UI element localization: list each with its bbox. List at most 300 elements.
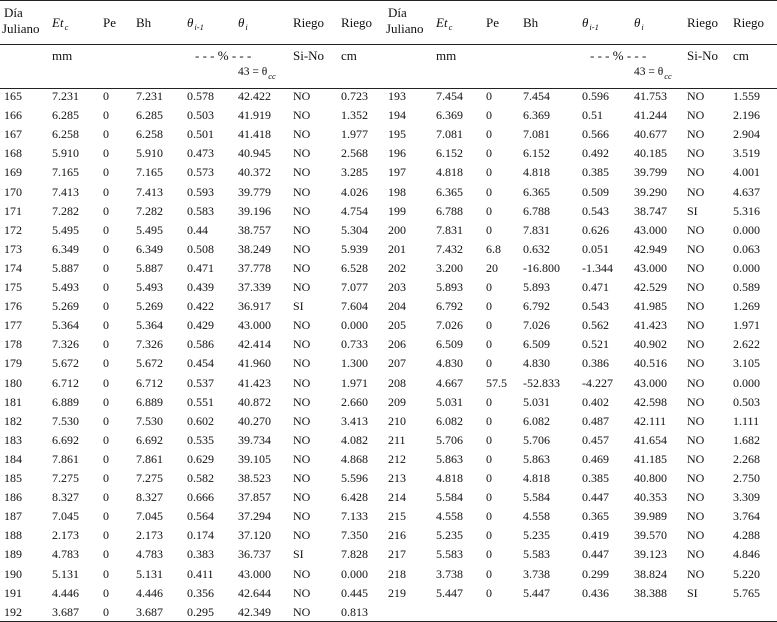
right-row-5-etc: 4.818 [436,165,463,180]
right-row-11-bh: 5.893 [523,280,550,294]
left-row-19-etc: 6.692 [52,432,79,447]
right-row-12-theta: 41.985 [634,299,667,314]
left-row-11-theta: 37.339 [238,280,271,294]
left-row-13-riego-yn: NO [293,318,311,333]
right-row-22-pe: 0 [486,490,492,505]
left-row-25-riego-cm: 7.828 [341,547,368,562]
left-row-1-pe: 0 [103,89,109,103]
right-row-12-pe: 0 [486,299,492,314]
right-row-10-riego-cm: 0.000 [733,260,760,275]
right-row-12-theta-prev: 0.543 [582,299,609,314]
right-row-8-theta: 43.000 [634,222,667,237]
right-row-2-dia: 194 [388,108,406,123]
left-row-22-riego-cm: 6.428 [341,490,368,505]
right-row-14-dia: 206 [388,337,406,352]
right-row-21-etc: 4.818 [436,471,463,485]
right-row-17-riego-cm: 0.503 [733,394,760,409]
left-row-17-pe: 0 [103,394,109,409]
left-row-7-riego-yn: NO [293,203,311,218]
right-row-14-riego-cm: 2.622 [733,337,760,352]
left-row-23-dia: 187 [4,509,22,524]
right-row-19-etc: 5.706 [436,432,463,447]
right-row-27-pe: 0 [486,585,492,600]
left-row-16-pe: 0 [103,375,109,390]
right-row-7-bh: 6.788 [523,203,550,218]
left-row-9-riego-cm: 5.939 [341,241,368,256]
left-row-8-theta: 38.757 [238,222,271,237]
left-row-14-etc: 7.326 [52,337,79,352]
left-row-28-theta: 42.349 [238,604,271,619]
left-header-theta-prev [187,15,204,32]
right-row-2-bh: 6.369 [523,108,550,123]
right-row-18-dia: 210 [388,413,406,428]
left-row-21-bh: 7.275 [136,471,163,485]
left-row-3-pe: 0 [103,127,109,142]
left-row-10-pe: 0 [103,260,109,275]
left-row-3-etc: 6.258 [52,127,79,142]
right-row-3-bh: 7.081 [523,127,550,142]
right-row-15-riego-cm: 3.105 [733,356,760,371]
left-row-28-dia: 192 [4,604,22,619]
right-row-2-etc: 6.369 [436,108,463,123]
right-unit-percent: - - - % - - - [590,48,647,63]
right-row-25-riego-cm: 4.846 [733,547,760,562]
left-row-15-dia: 179 [4,356,22,371]
right-row-4-riego-yn: NO [687,146,705,161]
left-row-5-dia: 169 [4,165,22,180]
left-row-24-dia: 188 [4,528,22,543]
left-row-17-theta: 40.872 [238,394,271,409]
right-row-27-theta: 38.388 [634,585,667,600]
left-row-21-theta-prev: 0.582 [187,471,214,485]
right-row-15-riego-yn: NO [687,356,705,371]
right-row-9-dia: 201 [388,241,406,256]
left-row-3-riego-cm: 1.977 [341,127,368,142]
right-unit-cm: cm [733,48,749,63]
left-row-22-bh: 8.327 [136,490,163,505]
right-row-11-theta-prev: 0.471 [582,280,609,294]
left-row-21-etc: 7.275 [52,471,79,485]
right-row-26-etc: 3.738 [436,566,463,581]
right-row-14-etc: 6.509 [436,337,463,352]
left-row-4-pe: 0 [103,146,109,161]
right-row-7-theta-prev: 0.543 [582,203,609,218]
right-row-8-riego-cm: 0.000 [733,222,760,237]
right-row-3-riego-yn: NO [687,127,705,142]
right-row-10-theta: 43.000 [634,260,667,275]
left-row-26-riego-yn: NO [293,566,311,581]
right-header-bh: Bh [523,15,539,30]
left-row-9-riego-yn: NO [293,241,311,256]
right-row-20-riego-cm: 2.268 [733,451,760,466]
right-row-1-etc: 7.454 [436,89,463,103]
right-row-23-etc: 4.558 [436,509,463,524]
right-row-24-theta: 39.570 [634,528,667,543]
left-row-1-riego-yn: NO [293,89,311,103]
right-row-2-theta: 41.244 [634,108,667,123]
left-row-16-dia: 180 [4,375,22,390]
left-row-17-theta-prev: 0.551 [187,394,214,409]
left-row-8-theta-prev: 0.44 [187,222,208,237]
right-row-26-theta: 38.824 [634,566,667,581]
left-row-23-theta: 37.294 [238,509,271,524]
right-header-etc [436,15,452,32]
left-row-6-pe: 0 [103,184,109,199]
left-row-28-theta-prev: 0.295 [187,604,214,619]
right-row-3-pe: 0 [486,127,492,142]
left-row-27-theta: 42.644 [238,585,271,600]
left-header-pe: Pe [103,15,116,30]
left-row-5-riego-yn: NO [293,165,311,180]
left-row-27-bh: 4.446 [136,585,163,600]
right-row-1-theta-prev: 0.596 [582,89,609,103]
right-row-25-pe: 0 [486,547,492,562]
right-row-9-riego-cm: 0.063 [733,241,760,256]
left-row-13-theta-prev: 0.429 [187,318,214,333]
left-row-4-bh: 5.910 [136,146,163,161]
left-row-13-pe: 0 [103,318,109,333]
right-row-26-dia: 218 [388,566,406,581]
left-row-18-riego-cm: 3.413 [341,413,368,428]
left-row-19-theta: 39.734 [238,432,271,447]
right-row-20-etc: 5.863 [436,451,463,466]
left-row-3-bh: 6.258 [136,127,163,142]
left-unit-theta-cc [238,64,276,80]
right-row-8-theta-prev: 0.626 [582,222,609,237]
left-row-11-bh: 5.493 [136,280,163,294]
right-row-18-theta-prev: 0.487 [582,413,609,428]
left-row-16-bh: 6.712 [136,375,163,390]
left-row-25-etc: 4.783 [52,547,79,562]
left-row-16-riego-cm: 1.971 [341,375,368,390]
right-unit-etc: mm [436,48,457,63]
right-row-16-theta: 43.000 [634,375,667,390]
right-row-11-riego-cm: 0.589 [733,280,760,294]
right-row-5-theta-prev: 0.385 [582,165,609,180]
left-row-26-theta-prev: 0.411 [187,566,214,581]
left-row-3-dia: 167 [4,127,22,142]
right-header-theta [634,15,644,32]
left-row-8-riego-yn: NO [293,222,311,237]
left-unit-percent: - - - % - - - [195,48,252,63]
right-row-16-dia: 208 [388,375,406,390]
left-row-25-bh: 4.783 [136,547,163,562]
left-row-6-riego-cm: 4.026 [341,184,368,199]
left-row-12-riego-cm: 7.604 [341,299,368,314]
left-row-27-etc: 4.446 [52,585,79,600]
right-row-2-riego-cm: 2.196 [733,108,760,123]
left-row-1-riego-cm: 0.723 [341,89,368,103]
right-row-13-theta: 41.423 [634,318,667,333]
left-row-1-etc: 7.231 [52,89,79,103]
right-row-6-pe: 0 [486,184,492,199]
left-row-24-bh: 2.173 [136,528,163,543]
left-row-1-dia: 165 [4,89,22,103]
left-row-15-riego-cm: 1.300 [341,356,368,371]
right-row-13-riego-yn: NO [687,318,705,333]
right-row-6-riego-yn: NO [687,184,705,199]
right-row-27-theta-prev: 0.436 [582,585,609,600]
right-row-15-bh: 4.830 [523,356,550,371]
left-row-13-bh: 5.364 [136,318,163,333]
left-row-19-bh: 6.692 [136,432,163,447]
right-row-24-bh: 5.235 [523,528,550,543]
left-row-12-theta: 36.917 [238,299,271,314]
right-row-12-riego-cm: 1.269 [733,299,760,314]
right-row-10-pe: 20 [486,260,498,275]
right-row-22-dia: 214 [388,490,406,505]
right-row-12-dia: 204 [388,299,406,314]
left-row-7-theta-prev: 0.583 [187,203,214,218]
left-row-13-etc: 5.364 [52,318,79,333]
left-header-juliano: Juliano [2,21,40,36]
table-top-rule [0,0,777,1]
right-row-15-theta-prev: 0.386 [582,356,609,371]
right-header-theta-subscript: i [641,22,644,32]
left-row-25-theta: 36.737 [238,547,271,562]
right-row-16-pe: 57.5 [486,375,507,390]
right-row-17-theta: 42.598 [634,394,667,409]
right-row-15-dia: 207 [388,356,406,371]
left-row-18-etc: 7.530 [52,413,79,428]
left-row-8-etc: 5.495 [52,222,79,237]
left-row-7-etc: 7.282 [52,203,79,218]
right-row-3-theta: 40.677 [634,127,667,142]
left-row-20-theta-prev: 0.629 [187,451,214,466]
left-row-20-dia: 184 [4,451,22,466]
left-row-11-riego-cm: 7.077 [341,280,368,294]
right-row-7-dia: 199 [388,203,406,218]
right-row-13-pe: 0 [486,318,492,333]
left-row-26-riego-cm: 0.000 [341,566,368,581]
right-row-3-dia: 195 [388,127,406,142]
left-header-etc-subscript: c [64,22,69,32]
left-row-18-riego-yn: NO [293,413,311,428]
left-header-riego-cm: Riego [341,15,373,30]
left-row-15-bh: 5.672 [136,356,163,371]
right-row-5-theta: 39.799 [634,165,667,180]
left-row-13-riego-cm: 0.000 [341,318,368,333]
left-row-22-dia: 186 [4,490,22,505]
left-row-26-etc: 5.131 [52,566,79,581]
right-row-15-theta: 40.516 [634,356,667,371]
left-row-23-etc: 7.045 [52,509,79,524]
right-row-17-dia: 209 [388,394,406,409]
left-row-7-riego-cm: 4.754 [341,203,368,218]
left-row-26-bh: 5.131 [136,566,163,581]
left-row-20-theta: 39.105 [238,451,271,466]
left-row-20-bh: 7.861 [136,451,163,466]
right-row-27-bh: 5.447 [523,585,550,600]
right-row-19-bh: 5.706 [523,432,550,447]
right-row-18-etc: 6.082 [436,413,463,428]
left-row-24-etc: 2.173 [52,528,79,543]
left-row-2-riego-cm: 1.352 [341,108,368,123]
left-header-theta-prev-symbol: θ [187,15,194,30]
left-row-2-dia: 166 [4,108,22,123]
left-row-17-bh: 6.889 [136,394,163,409]
right-row-4-theta-prev: 0.492 [582,146,609,161]
right-row-19-riego-yn: NO [687,432,705,447]
right-row-20-riego-yn: NO [687,451,705,466]
right-row-10-etc: 3.200 [436,260,463,275]
right-row-21-pe: 0 [486,471,492,485]
right-row-25-etc: 5.583 [436,547,463,562]
left-row-13-dia: 177 [4,318,22,333]
right-row-18-riego-yn: NO [687,413,705,428]
right-row-14-riego-yn: NO [687,337,705,352]
right-row-8-etc: 7.831 [436,222,463,237]
right-row-9-riego-yn: NO [687,241,705,256]
left-row-15-theta-prev: 0.454 [187,356,214,371]
right-row-23-pe: 0 [486,509,492,524]
left-row-21-dia: 185 [4,471,22,485]
left-header-bh: Bh [136,15,152,30]
right-row-3-theta-prev: 0.566 [582,127,609,142]
left-row-16-theta: 41.423 [238,375,271,390]
left-row-17-etc: 6.889 [52,394,79,409]
left-row-12-etc: 5.269 [52,299,79,314]
left-row-26-pe: 0 [103,566,109,581]
right-row-9-bh: 0.632 [523,241,550,256]
right-row-9-theta-prev: 0.051 [582,241,609,256]
left-row-27-dia: 191 [4,585,22,600]
left-row-8-riego-cm: 5.304 [341,222,368,237]
right-row-24-riego-cm: 4.288 [733,528,760,543]
left-row-26-theta: 43.000 [238,566,271,581]
right-row-14-theta: 40.902 [634,337,667,352]
left-row-23-riego-cm: 7.133 [341,509,368,524]
right-row-11-etc: 5.893 [436,280,463,294]
left-row-2-pe: 0 [103,108,109,123]
left-row-11-theta-prev: 0.439 [187,280,214,294]
right-row-13-theta-prev: 0.562 [582,318,609,333]
right-row-4-riego-cm: 3.519 [733,146,760,161]
left-row-5-riego-cm: 3.285 [341,165,368,180]
left-row-15-theta: 41.960 [238,356,271,371]
right-row-26-theta-prev: 0.299 [582,566,609,581]
right-row-17-pe: 0 [486,394,492,409]
left-row-23-riego-yn: NO [293,509,311,524]
left-row-4-riego-cm: 2.568 [341,146,368,161]
left-row-21-riego-yn: NO [293,471,311,485]
right-row-2-pe: 0 [486,108,492,123]
left-row-16-theta-prev: 0.537 [187,375,214,390]
right-row-8-bh: 7.831 [523,222,550,237]
right-row-11-dia: 203 [388,280,406,294]
left-row-22-theta: 37.857 [238,490,271,505]
right-header-riego-cm: Riego [733,15,765,30]
left-row-5-bh: 7.165 [136,165,163,180]
left-row-25-dia: 189 [4,547,22,562]
left-row-17-riego-yn: NO [293,394,311,409]
left-row-9-dia: 173 [4,241,22,256]
left-header-riego-yn: Riego [293,15,325,30]
right-header-theta-prev-symbol: θ [582,15,589,30]
left-row-20-riego-cm: 4.868 [341,451,368,466]
right-row-17-riego-yn: NO [687,394,705,409]
left-row-4-theta-prev: 0.473 [187,146,214,161]
right-row-13-bh: 7.026 [523,318,550,333]
left-row-2-theta-prev: 0.503 [187,108,214,123]
right-header-theta-symbol: θ [634,15,641,30]
left-row-7-pe: 0 [103,203,109,218]
right-row-21-riego-yn: NO [687,471,705,485]
right-row-7-riego-cm: 5.316 [733,203,760,218]
left-row-5-pe: 0 [103,165,109,180]
right-row-13-dia: 205 [388,318,406,333]
right-row-23-dia: 215 [388,509,406,524]
right-row-4-dia: 196 [388,146,406,161]
left-row-6-riego-yn: NO [293,184,311,199]
left-row-1-theta-prev: 0.578 [187,89,214,103]
left-header-theta-prev-subscript: i-1 [194,22,204,32]
right-row-20-theta: 41.185 [634,451,667,466]
left-row-5-theta-prev: 0.573 [187,165,214,180]
right-row-23-theta-prev: 0.365 [582,509,609,524]
left-row-9-pe: 0 [103,241,109,256]
left-row-4-dia: 168 [4,146,22,161]
left-row-10-etc: 5.887 [52,260,79,275]
right-row-16-riego-cm: 0.000 [733,375,760,390]
left-header-theta-subscript: i [245,22,248,32]
left-row-24-riego-yn: NO [293,528,311,543]
left-row-21-theta: 38.523 [238,471,271,485]
right-row-26-pe: 0 [486,566,492,581]
left-row-21-riego-cm: 5.596 [341,471,368,485]
right-row-10-riego-yn: NO [687,260,705,275]
left-row-9-theta-prev: 0.508 [187,241,214,256]
left-row-28-riego-yn: NO [293,604,311,619]
right-row-20-theta-prev: 0.469 [582,451,609,466]
right-row-25-dia: 217 [388,547,406,562]
right-row-1-riego-yn: NO [687,89,705,103]
left-row-27-theta-prev: 0.356 [187,585,214,600]
left-row-25-pe: 0 [103,547,109,562]
right-row-16-theta-prev: -4.227 [582,375,613,390]
left-row-8-dia: 172 [4,222,22,237]
left-row-3-riego-yn: NO [293,127,311,142]
right-row-2-theta-prev: 0.51 [582,108,603,123]
left-row-2-bh: 6.285 [136,108,163,123]
right-row-27-riego-cm: 5.765 [733,585,760,600]
left-header-theta-symbol: θ [238,15,245,30]
left-row-17-riego-cm: 2.660 [341,394,368,409]
right-header-juliano: Juliano [386,21,424,36]
right-row-4-theta: 40.185 [634,146,667,161]
right-row-26-riego-cm: 5.220 [733,566,760,581]
left-row-9-bh: 6.349 [136,241,163,256]
left-row-8-pe: 0 [103,222,109,237]
left-row-27-riego-cm: 0.445 [341,585,368,600]
right-row-10-dia: 202 [388,260,406,275]
right-row-7-riego-yn: SI [687,203,698,218]
right-unit-yn: Si-No [687,48,719,63]
right-row-12-riego-yn: NO [687,299,705,314]
left-row-19-riego-cm: 4.082 [341,432,368,447]
left-row-11-etc: 5.493 [52,280,79,294]
right-row-19-dia: 211 [388,432,406,447]
left-row-28-bh: 3.687 [136,604,163,619]
right-row-25-riego-yn: NO [687,547,705,562]
left-row-14-pe: 0 [103,337,109,352]
left-row-12-pe: 0 [103,299,109,314]
right-row-3-etc: 7.081 [436,127,463,142]
right-row-14-bh: 6.509 [523,337,550,352]
right-row-21-riego-cm: 2.750 [733,471,760,485]
right-row-7-theta: 38.747 [634,203,667,218]
right-row-24-theta-prev: 0.419 [582,528,609,543]
